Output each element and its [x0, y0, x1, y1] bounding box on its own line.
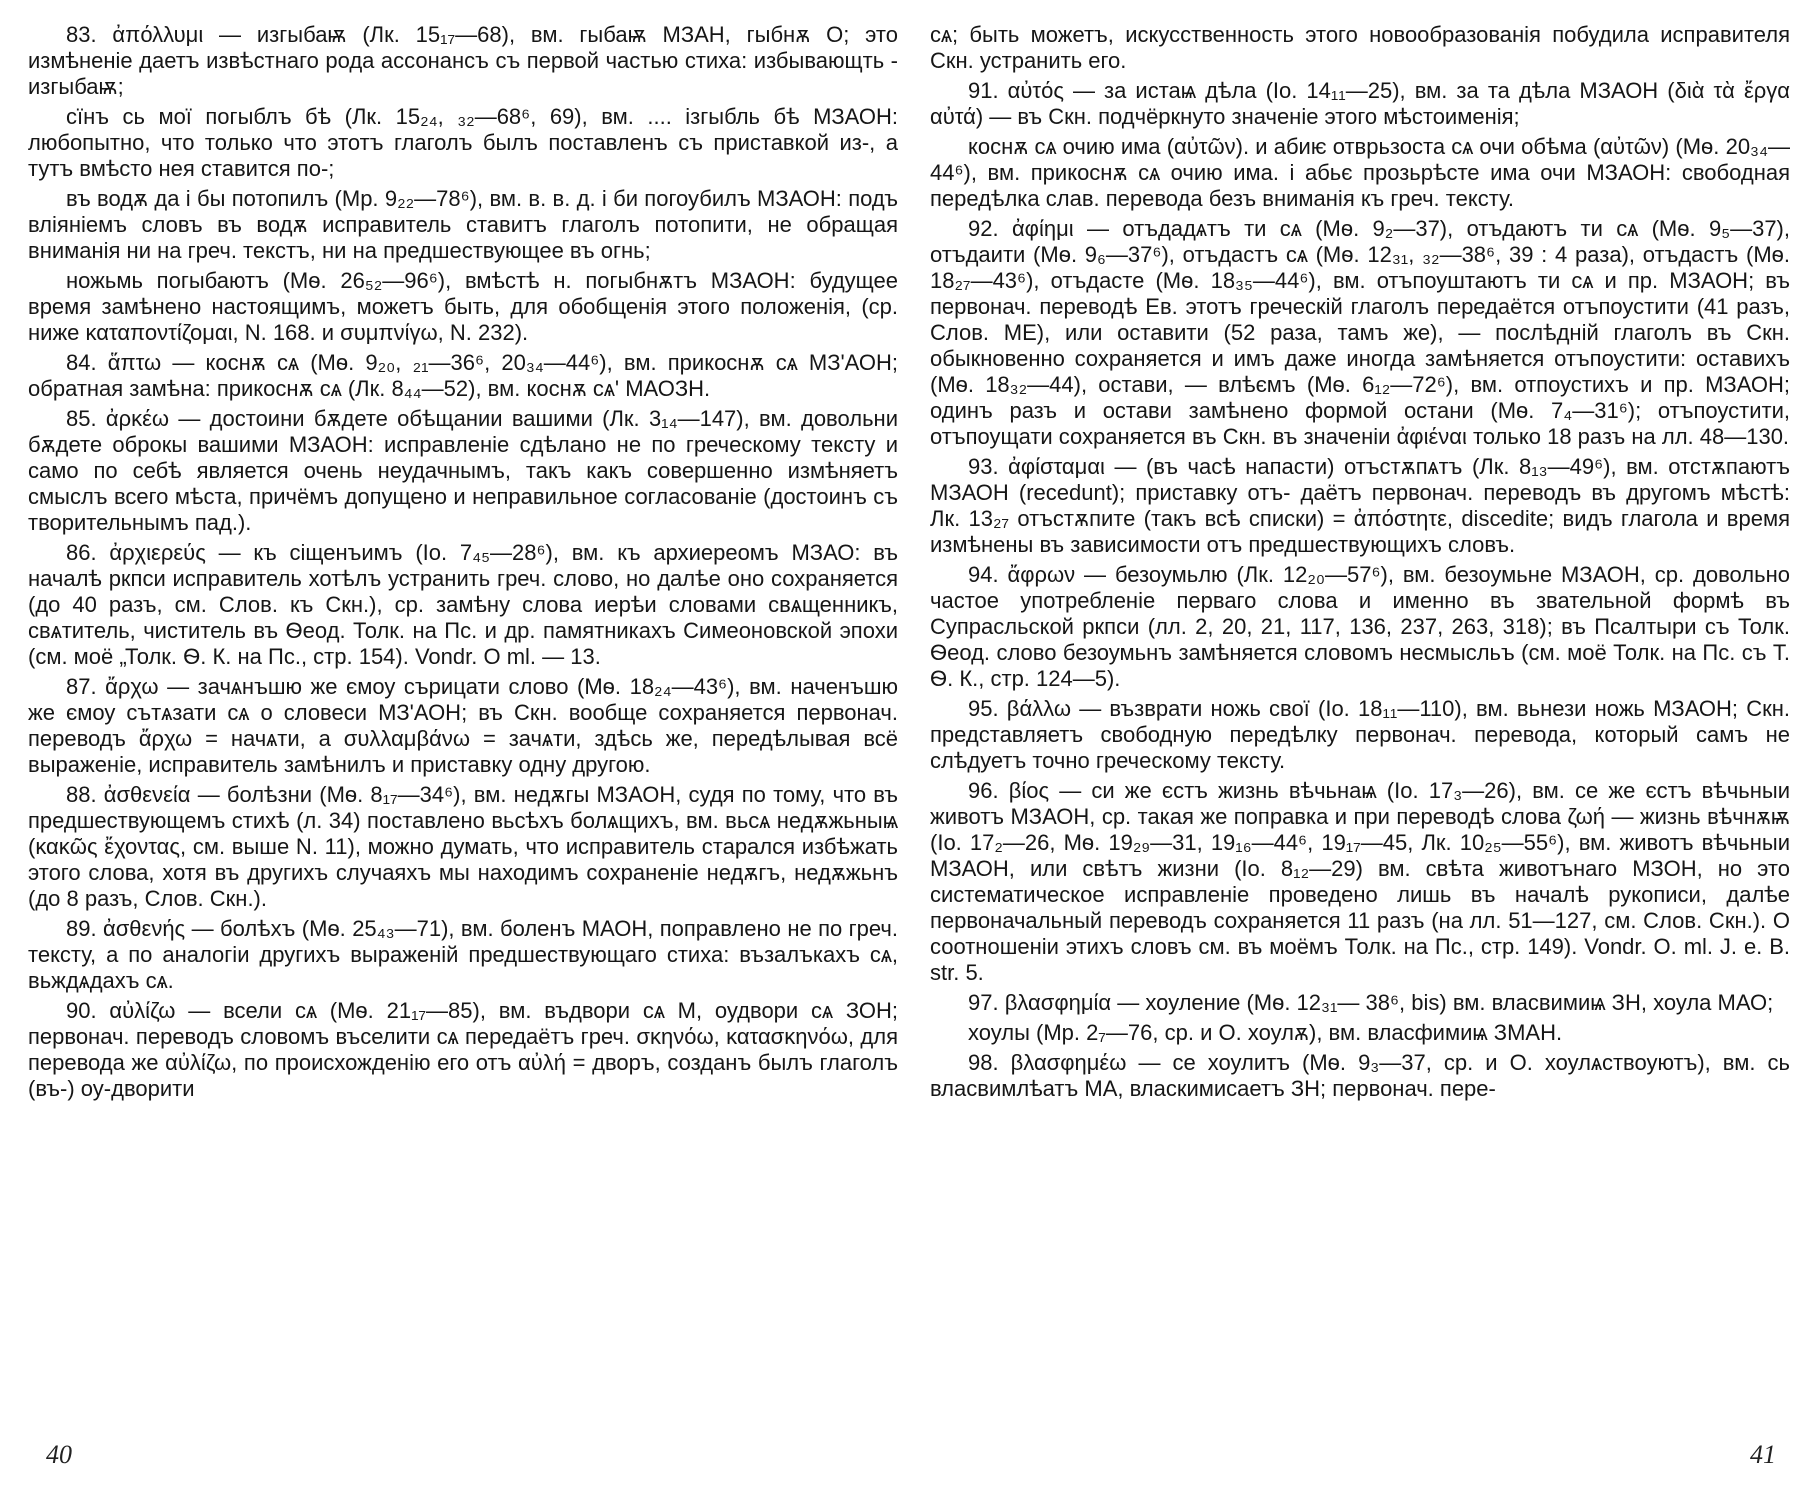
entry-98: 98. βλασφημέω — се хоулитъ (Мѳ. 9₃—37, ср. и О. хоулѧствоуютъ), вм. сь власвимлѣатъ МА, власкимисаетъ ЗН; первонач. пере- — [930, 1050, 1790, 1101]
right-page — [930, 0, 1790, 1500]
entry-97: 97. βλασφημία — хоуление (Мѳ. 12₃₁— 38⁶, bis) вм. власвимиѩ ЗН, хоула МАО; — [968, 990, 1774, 1015]
page-number-right: 41 — [1750, 1440, 1776, 1469]
entry-83: 83. ἀπόλλυμι — изгыбаѭ (Лк. 15₁₇—68), вм. гыбаѭ МЗАН, гыбнѫ О; это измѣненіе даетъ извѣстнаго рода ассонансъ съ первой частью стиха: избывающть - изгыбаѭ; — [28, 22, 898, 99]
entry-85: 85. ἀρκέω — достоини бѫдете обѣщании вашими (Лк. 3₁₄—147), вм. довольни бѫдете оброкы вашими МЗАОН: исправленіе сдѣлано не по греческому тексту и само по себѣ является очень неудачнымъ, такъ какъ совершенно измѣняетъ смыслъ всего мѣста, причёмъ допущено и неправильное согласованіе (достоинъ съ творительнымъ пад.). — [28, 406, 898, 535]
entry-93: 93. ἀφίσταμαι — (въ часѣ напасти) отъстѫпѧтъ (Лк. 8₁₃—49⁶), вм. отстѫпаютъ МЗАОН (recedunt); приставку отъ- даётъ первонач. переводъ въ другомъ мѣстѣ: Лк. 13₂₇ отъстѫпите (такъ всѣ списки) = ἀπόστητε, discedite; видъ глагола и время измѣнены въ зависимости отъ предшествующихъ словъ. — [930, 454, 1790, 557]
entry-96: 96. βίος — си же єстъ жизнь вѣчьнаѩ (Іо. 17₃—26), вм. се же єстъ вѣчьныи животъ МЗАОН, ср. такая же поправка и при переводѣ слова ζωή — жизнь вѣчнѫѭ (Іо. 17₂—26, Мѳ. 19₂₉—31, 19₁₆—44⁶, 19₁₇—45, Лк. 10₂₅—55⁶), вм. животъ вѣчьныи МЗАОН, или свѣтъ жизни (Іо. 8₁₂—29) вм. свѣта животънаго МЗОН, но это систематическое исправленіе проведено лишь въ началѣ рукописи, далѣе первоначальный переводъ сохраняется 11 разъ (на лл. 51—127, см. Слов. Скн.). О соотношеніи этихъ словъ см. въ моёмъ Толк. на Пс., стр. 149). Vondr. O. ml. J. e. B. str. 5. — [930, 778, 1790, 985]
entry-90: 90. αὐλίζω — всели сѧ (Мѳ. 21₁₇—85), вм. въдвори сѧ М, оудвори сѧ ЗОН; первонач. переводъ словомъ въселити сѧ передаётъ греч. σκηνόω, κατασκηνόω, для перевода же αὐλίζω, по происхожденію его отъ αὐλή = дворъ, созданъ былъ глаголъ (въ-) оу-дворити — [28, 998, 898, 1101]
entry-87: 87. ἄρχω — зачѧнъшю же ємоу сърицати слово (Мѳ. 18₂₄—43⁶), вм. наченъшю же ємоу сътѧзати сѧ о словеси МЗ'АОН; въ Скн. вообще сохраняется первонач. переводъ ἄρχω = начѧти, а συλλαμβάνω = зачѧти, здѣсь же, передѣлывая всё выраженіе, исправитель замѣнилъ и приставку одну другою. — [28, 674, 898, 777]
entry-84: 84. ἅπτω — коснѫ сѧ (Мѳ. 9₂₀, ₂₁—36⁶, 20₃₄—44⁶), вм. прикоснѫ сѧ МЗ'АОН; обратная замѣна: прикоснѫ сѧ (Лк. 8₄₄—52), вм. коснѫ сѧ' МАОЗН. — [28, 350, 898, 401]
entry-97-sub-1: хоулы (Мр. 2₇—76, ср. и О. хоулѫ), вм. власфимиѩ ЗМАН. — [968, 1020, 1563, 1045]
entry-90-continued: сѧ; быть можетъ, искусственность этого новообразованія побудила исправителя Скн. устранить его. — [930, 22, 1790, 73]
entry-86: 86. ἀρχιερεύς — къ сіщенъимъ (Іо. 7₄₅—28⁶), вм. къ архиереомъ МЗАО: въ началѣ ркпси исправитель хотѣлъ устранить греч. слово, но далѣе оно сохраняется (до 40 разъ, см. Слов. къ Скн.), ср. замѣну слова иерѣи словами свѧщенникъ, свѧтитель, чиститель въ Ѳеод. Толк. на Пс. и др. памятникахъ Симеоновской эпохи (см. моё „Толк. Ѳ. К. на Пс., стр. 154). Vondr. O ml. — 13. — [28, 540, 898, 669]
entry-88: 88. ἀσθενεία — болѣзни (Мѳ. 8₁₇—34⁶), вм. недѫгы МЗАОН, судя по тому, что въ предшествующемъ стихѣ (л. 34) поставлено вьсѣхъ болѧщихъ, вм. вьсѧ недѫжьныѩ (κακῶς ἔχοντας, см. выше N. 11), можно думать, что исправитель старался избѣжать этого слова, хотя въ другихъ случаяхъ мы находимъ сохраненіе недѫгъ, недѫжьнъ (до 8 разъ, Слов. Скн.). — [28, 782, 898, 911]
entry-91: 91. αὐτός — за истаѩ дѣла (Іо. 14₁₁—25), вм. за та дѣла МЗАОН (διὰ τὰ ἔργα αὐτά) — въ Скн. подчёркнуто значеніе этого мѣстоименія; — [930, 78, 1790, 129]
entry-94: 94. ἄφρων — безоумьлю (Лк. 12₂₀—57⁶), вм. безоумьне МЗАОН, ср. довольно частое употребленіе перваго слова и именно въ звательной формѣ въ Супрасльской ркпси (лл. 2, 20, 21, 117, 136, 237, 263, 318); въ Псалтыри съ Толк. Ѳеод. слово безоумьнъ замѣняется словомъ несмысльъ (см. моё Толк. на Пс. съ Т. Ѳ. К., стр. 124—5). — [930, 562, 1790, 691]
right-page-text — [930, 22, 1790, 1412]
entry-89: 89. ἀσθενής — болѣхъ (Мѳ. 25₄₃—71), вм. боленъ МАОН, поправлено не по греч. тексту, а по аналогіи другихъ выраженій предшествующаго стиха: възалъкахъ сѧ, вьждѧдахъ сѧ. — [28, 916, 898, 993]
entry-91-sub-1: коснѫ сѧ очию има (αὐτῶν). и абиѥ отврьзоста сѧ очи обѣма (αὐτῶν) (Мѳ. 20₃₄—44⁶), вм. прикоснѫ сѧ очию има. і абьє прозьрѣсте има очи МЗАОН: свободная передѣлка слав. перевода безъ вниманія къ греч. тексту. — [930, 134, 1790, 211]
entry-83-sub-2: въ водѫ да і бы потопилъ (Мр. 9₂₂—78⁶), вм. в. в. д. і би погоубилъ МЗАОН: подъ вліяніемъ словъ въ водѫ исправитель ставитъ глаголъ потопити, не обращая вниманія ни на греч. текстъ, ни на предшествующее въ огнь; — [28, 186, 898, 263]
left-page-text — [28, 22, 898, 1412]
page-number-left: 40 — [46, 1440, 72, 1469]
entry-92: 92. ἀφίημι — отъдадѧтъ ти сѧ (Мѳ. 9₂—37), отъдаютъ ти сѧ (Мѳ. 9₅—37), отъдаити (Мѳ. 9₆—37⁶), отъдастъ сѧ (Мѳ. 12₃₁, ₃₂—38⁶, 39 : 4 раза), отъдастъ (Мѳ. 18₂₇—43⁶), отъдасте (Мѳ. 18₃₅—44⁶), вм. отъпоуштаютъ ти сѧ и пр. МЗАОН; въ первонач. переводѣ Ев. этотъ греческій глаголъ передаётся отъпоустити (41 разъ, Слов. МЕ), или оставити (52 раза, тамъ же), — послѣдній глаголъ въ Скн. обыкновенно сохраняется и имъ даже иногда замѣняется отъпоустити: оставихъ (Мѳ. 18₃₂—44), остави, — влѣємъ (Мѳ. 6₁₂—72⁶), вм. отпоустихъ и пр. МЗАОН; одинъ разъ и остави замѣнено формой остани (Мѳ. 7₄—31⁶); отъпоустити, отъпоущати сохраняется въ Скн. въ значеніи ἀφιέναι только 18 разъ на лл. 48—130. — [930, 216, 1790, 449]
entry-83-sub-1: сїнъ сь мої погыблъ бѣ (Лк. 15₂₄, ₃₂—68⁶, 69), вм. .... ізгыбль бѣ МЗАОН: любопытно, что только что этотъ глаголъ былъ поставленъ съ приставкой из-, а тутъ вмѣсто нея ставится по-; — [28, 104, 898, 181]
left-page — [28, 0, 898, 1500]
entry-95: 95. βάλλω — възврати ножь свої (Іо. 18₁₁—110), вм. вьнези ножь МЗАОН; Скн. представляетъ свободную передѣлку первонач. перевода, который самъ не слѣдуетъ точно греческому тексту. — [930, 696, 1790, 773]
entry-83-sub-3: ножьмь погыбаютъ (Мѳ. 26₅₂—96⁶), вмѣстѣ н. погыбнѫтъ МЗАОН: будущее время замѣнено настоящимъ, можетъ быть, для обобщенія этого положенія, (ср. ниже καταποντίζομαι, N. 168. и συμπνίγω, N. 232). — [28, 268, 898, 345]
